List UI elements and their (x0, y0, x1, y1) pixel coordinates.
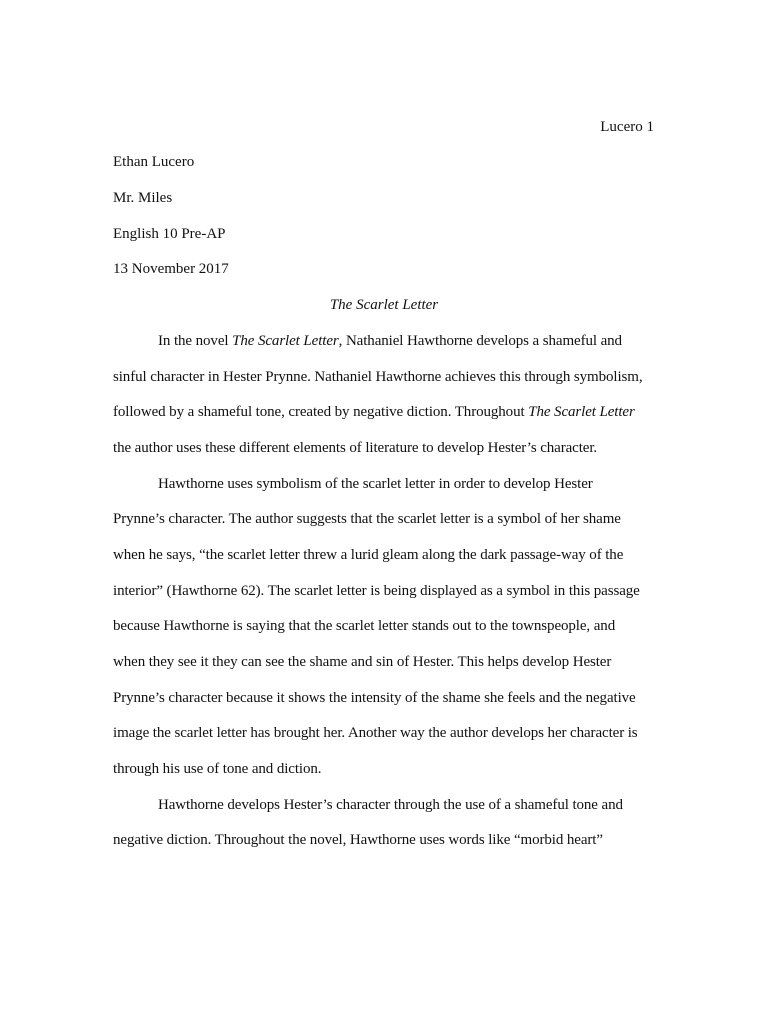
paragraph-1-line-4: the author uses these different elements of literature to develop Hester’s character. (113, 440, 598, 456)
paragraph-2-line-7: Prynne’s character because it shows the intensity of the shame she feels and the negative (113, 690, 636, 706)
paragraph-2-line-1: Hawthorne uses symbolism of the scarlet letter in order to develop Hester (158, 476, 593, 492)
student-name: Ethan Lucero (113, 154, 195, 170)
paragraph-2-line-9: through his use of tone and diction. (113, 761, 322, 777)
paragraph-2-line-5: because Hawthorne is saying that the scarlet letter stands out to the townspeople, and (113, 618, 616, 634)
paragraph-2-line-6: when they see it they can see the shame and sin of Hester. This helps develop Hester (113, 654, 612, 670)
course-name: English 10 Pre-AP (113, 226, 226, 242)
teacher-name: Mr. Miles (113, 190, 173, 206)
book-title-italic: The Scarlet Letter (528, 404, 635, 420)
essay-title: The Scarlet Letter (329, 297, 439, 313)
paragraph-2-line-2: Prynne’s character. The author suggests that the scarlet letter is a symbol of her shame (113, 511, 621, 527)
paragraph-1-line-2: sinful character in Hester Prynne. Nathaniel Hawthorne achieves this through symbolism, (113, 369, 643, 385)
book-title-italic: The Scarlet Letter (232, 333, 339, 349)
paragraph-3-line-2: negative diction. Throughout the novel, Hawthorne uses words like “morbid heart” (113, 832, 603, 848)
paragraph-3-line-1: Hawthorne develops Hester’s character through the use of a shameful tone and (158, 797, 623, 813)
paragraph-2-line-4: interior” (Hawthorne 62). The scarlet letter is being displayed as a symbol in this passage (113, 583, 640, 599)
paragraph-2-line-3: when he says, “the scarlet letter threw a lurid gleam along the dark passage-way of the (113, 547, 624, 563)
paragraph-1-line-1: In the novel The Scarlet Letter, Nathaniel Hawthorne develops a shameful and (158, 333, 622, 349)
paragraph-2-line-8: image the scarlet letter has brought her. Another way the author develops her character is (113, 725, 638, 741)
paragraph-1-line-3: followed by a shameful tone, created by negative diction. Throughout The Scarlet Letter (113, 404, 635, 420)
date: 13 November 2017 (113, 261, 229, 277)
page-header: Lucero 1 (600, 119, 654, 135)
